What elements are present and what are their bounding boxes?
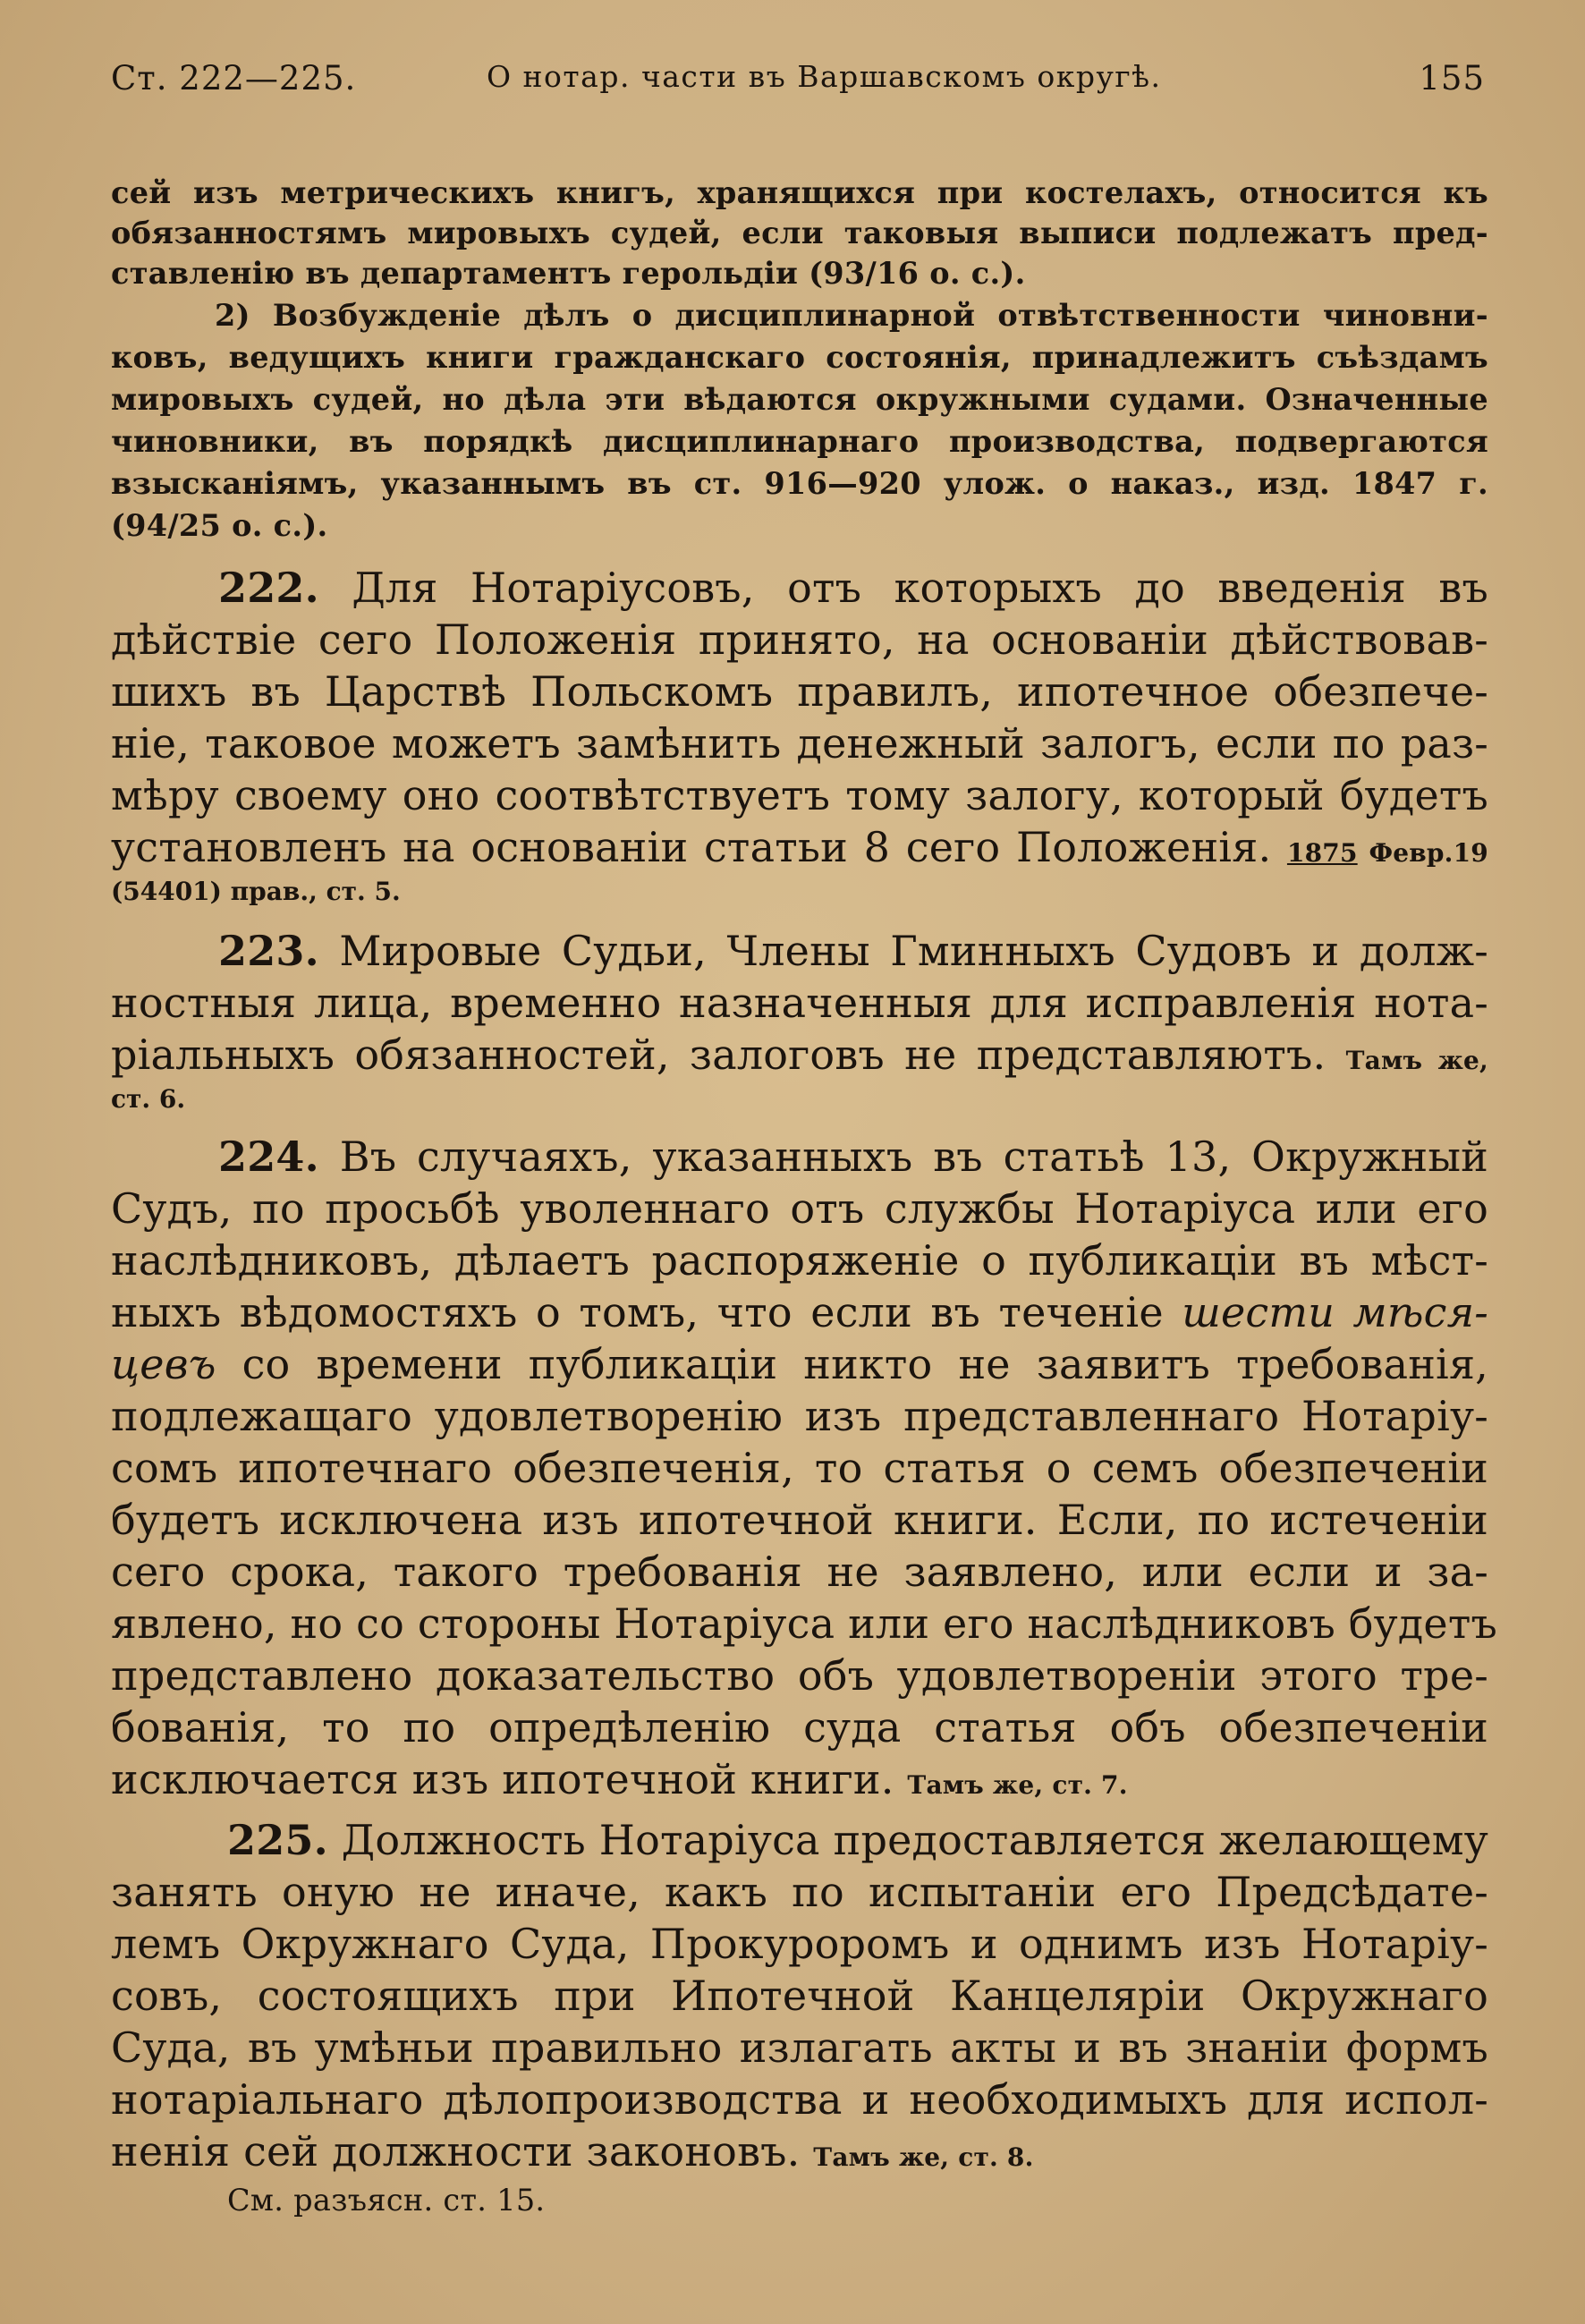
header-title: О нотар. части въ Варшавскомъ округѣ. [487,59,1162,94]
source-reference: Тамъ же, ст. 8. [813,2142,1034,2172]
article-222-line: установленъ на основаніи статьи 8 сего Положенія. 1875 Февр.19 [111,823,1488,871]
article-number: 224. [218,1132,319,1181]
article-224-line: сомъ ипотечнаго обезпеченія, то статья о семъ обезпеченіи [111,1444,1488,1492]
article-223-line: ностныя лица, временно назначенныя для исправленія нота- [111,979,1488,1027]
intro-line: мировыхъ судей, но дѣла эти вѣдаются окружными судами. Означенные [111,382,1488,417]
article-224-line: 224. Въ случаяхъ, указанныхъ въ статьѣ 13, Окружный [218,1132,1488,1181]
article-225-line: занять оную не иначе, какъ по испытаніи его Предсѣдате- [111,1868,1488,1916]
article-225-line: ненія сей должности законовъ. Тамъ же, ст. 8. [111,2127,1034,2176]
article-225-line: лемъ Окружнаго Суда, Прокуроромъ и однимъ изъ Нотаріу- [111,1920,1488,1968]
article-number: 225. [227,1816,328,1864]
article-223-line: 223. Мировые Судьи, Члены Гминныхъ Судовъ и долж- [218,927,1488,975]
source-reference: Тамъ же, ст. 7. [907,1770,1128,1800]
article-222-line: дѣйствіе сего Положенія принято, на основаніи дѣйствовав- [111,615,1488,664]
article-224-line: представлено доказательство объ удовлетвореніи этого тре- [111,1651,1488,1700]
article-225-line: совъ, состоящихъ при Ипотечной Канцеляріи Окружнаго [111,1972,1488,2020]
article-224-line: Судъ, по просьбѣ уволеннаго отъ службы Нотаріуса или его [111,1184,1488,1233]
article-224-line: сего срока, такого требованія не заявлено, или если и за- [111,1548,1488,1596]
article-224-line: будетъ исключена изъ ипотечной книги. Если, по истеченіи [111,1496,1488,1544]
article-224-line: явлено, но со стороны Нотаріуса или его наслѣдниковъ будетъ [111,1599,1497,1648]
source-reference: ст. 6. [111,1084,186,1114]
source-reference: (54401) прав., ст. 5. [111,877,401,906]
source-reference: 1875 Февр.19 [1286,838,1488,868]
intro-line: (94/25 о. с.). [111,508,328,543]
intro-line: обязанностямъ мировыхъ судей, если таковыя выписи подлежатъ пред- [111,216,1488,250]
article-224-line: ныхъ вѣдомостяхъ о томъ, что если въ теченіе шести мѣся- [111,1288,1488,1336]
intro-line: ковъ, ведущихъ книги гражданскаго состоянія, принадлежитъ съѣздамъ [111,340,1488,375]
header-article-range: Ст. 222—225. [111,59,357,98]
article-225-line: 225. Должность Нотаріуса предоставляется желающему [227,1816,1488,1864]
article-222-line: ніе, таковое можетъ замѣнить денежный залогъ, если по раз- [111,719,1488,768]
intro-line: взысканіямъ, указаннымъ въ ст. 916—920 улож. о наказ., изд. 1847 г. [111,466,1488,501]
intro-line: чиновники, въ порядкѣ дисциплинарнаго производства, подвергаются [111,424,1488,459]
article-224-line: подлежащаго удовлетворенію изъ представленнаго Нотаріу- [111,1392,1488,1440]
cross-reference-note: См. разъясн. ст. 15. [227,2183,546,2218]
article-223-line: ріальныхъ обязанностей, залоговъ не представляютъ. Тамъ же, [111,1031,1488,1079]
article-225-line: нотаріальнаго дѣлопроизводства и необходимыхъ для испол- [111,2075,1488,2124]
intro-line: сей изъ метрическихъ книгъ, хранящихся при костелахъ, относится къ [111,175,1488,210]
article-number: 223. [218,927,319,975]
article-222-line: мѣру своему оно соотвѣтствуетъ тому залогу, который будетъ [111,771,1488,819]
article-224-line: исключается изъ ипотечной книги. Тамъ же, ст. 7. [111,1755,1128,1803]
article-224-line: цевъ со времени публикаціи никто не заявитъ требованія, [111,1340,1489,1388]
intro-line: ставленію въ департаментъ герольдіи (93/16 о. с.). [111,256,1026,291]
source-reference: Тамъ же, [1345,1046,1488,1075]
article-224-line: бованія, то по опредѣленію суда статья объ обезпеченіи [111,1703,1488,1751]
article-222-line: 222. Для Нотаріусовъ, отъ которыхъ до введенія въ [218,564,1488,612]
article-224-line: наслѣдниковъ, дѣлаетъ распоряженіе о публикаціи въ мѣст- [111,1236,1488,1285]
article-number: 222. [218,564,319,612]
intro-line: 2) Возбужденіе дѣлъ о дисциплинарной отвѣтственности чиновни- [215,298,1488,333]
article-222-line: шихъ въ Царствѣ Польскомъ правилъ, ипотечное обезпече- [111,667,1488,716]
running-header [111,54,1485,107]
page-number: 155 [1419,59,1485,98]
article-225-line: Суда, въ умѣньи правильно излагать акты и въ знаніи формъ [111,2023,1488,2072]
